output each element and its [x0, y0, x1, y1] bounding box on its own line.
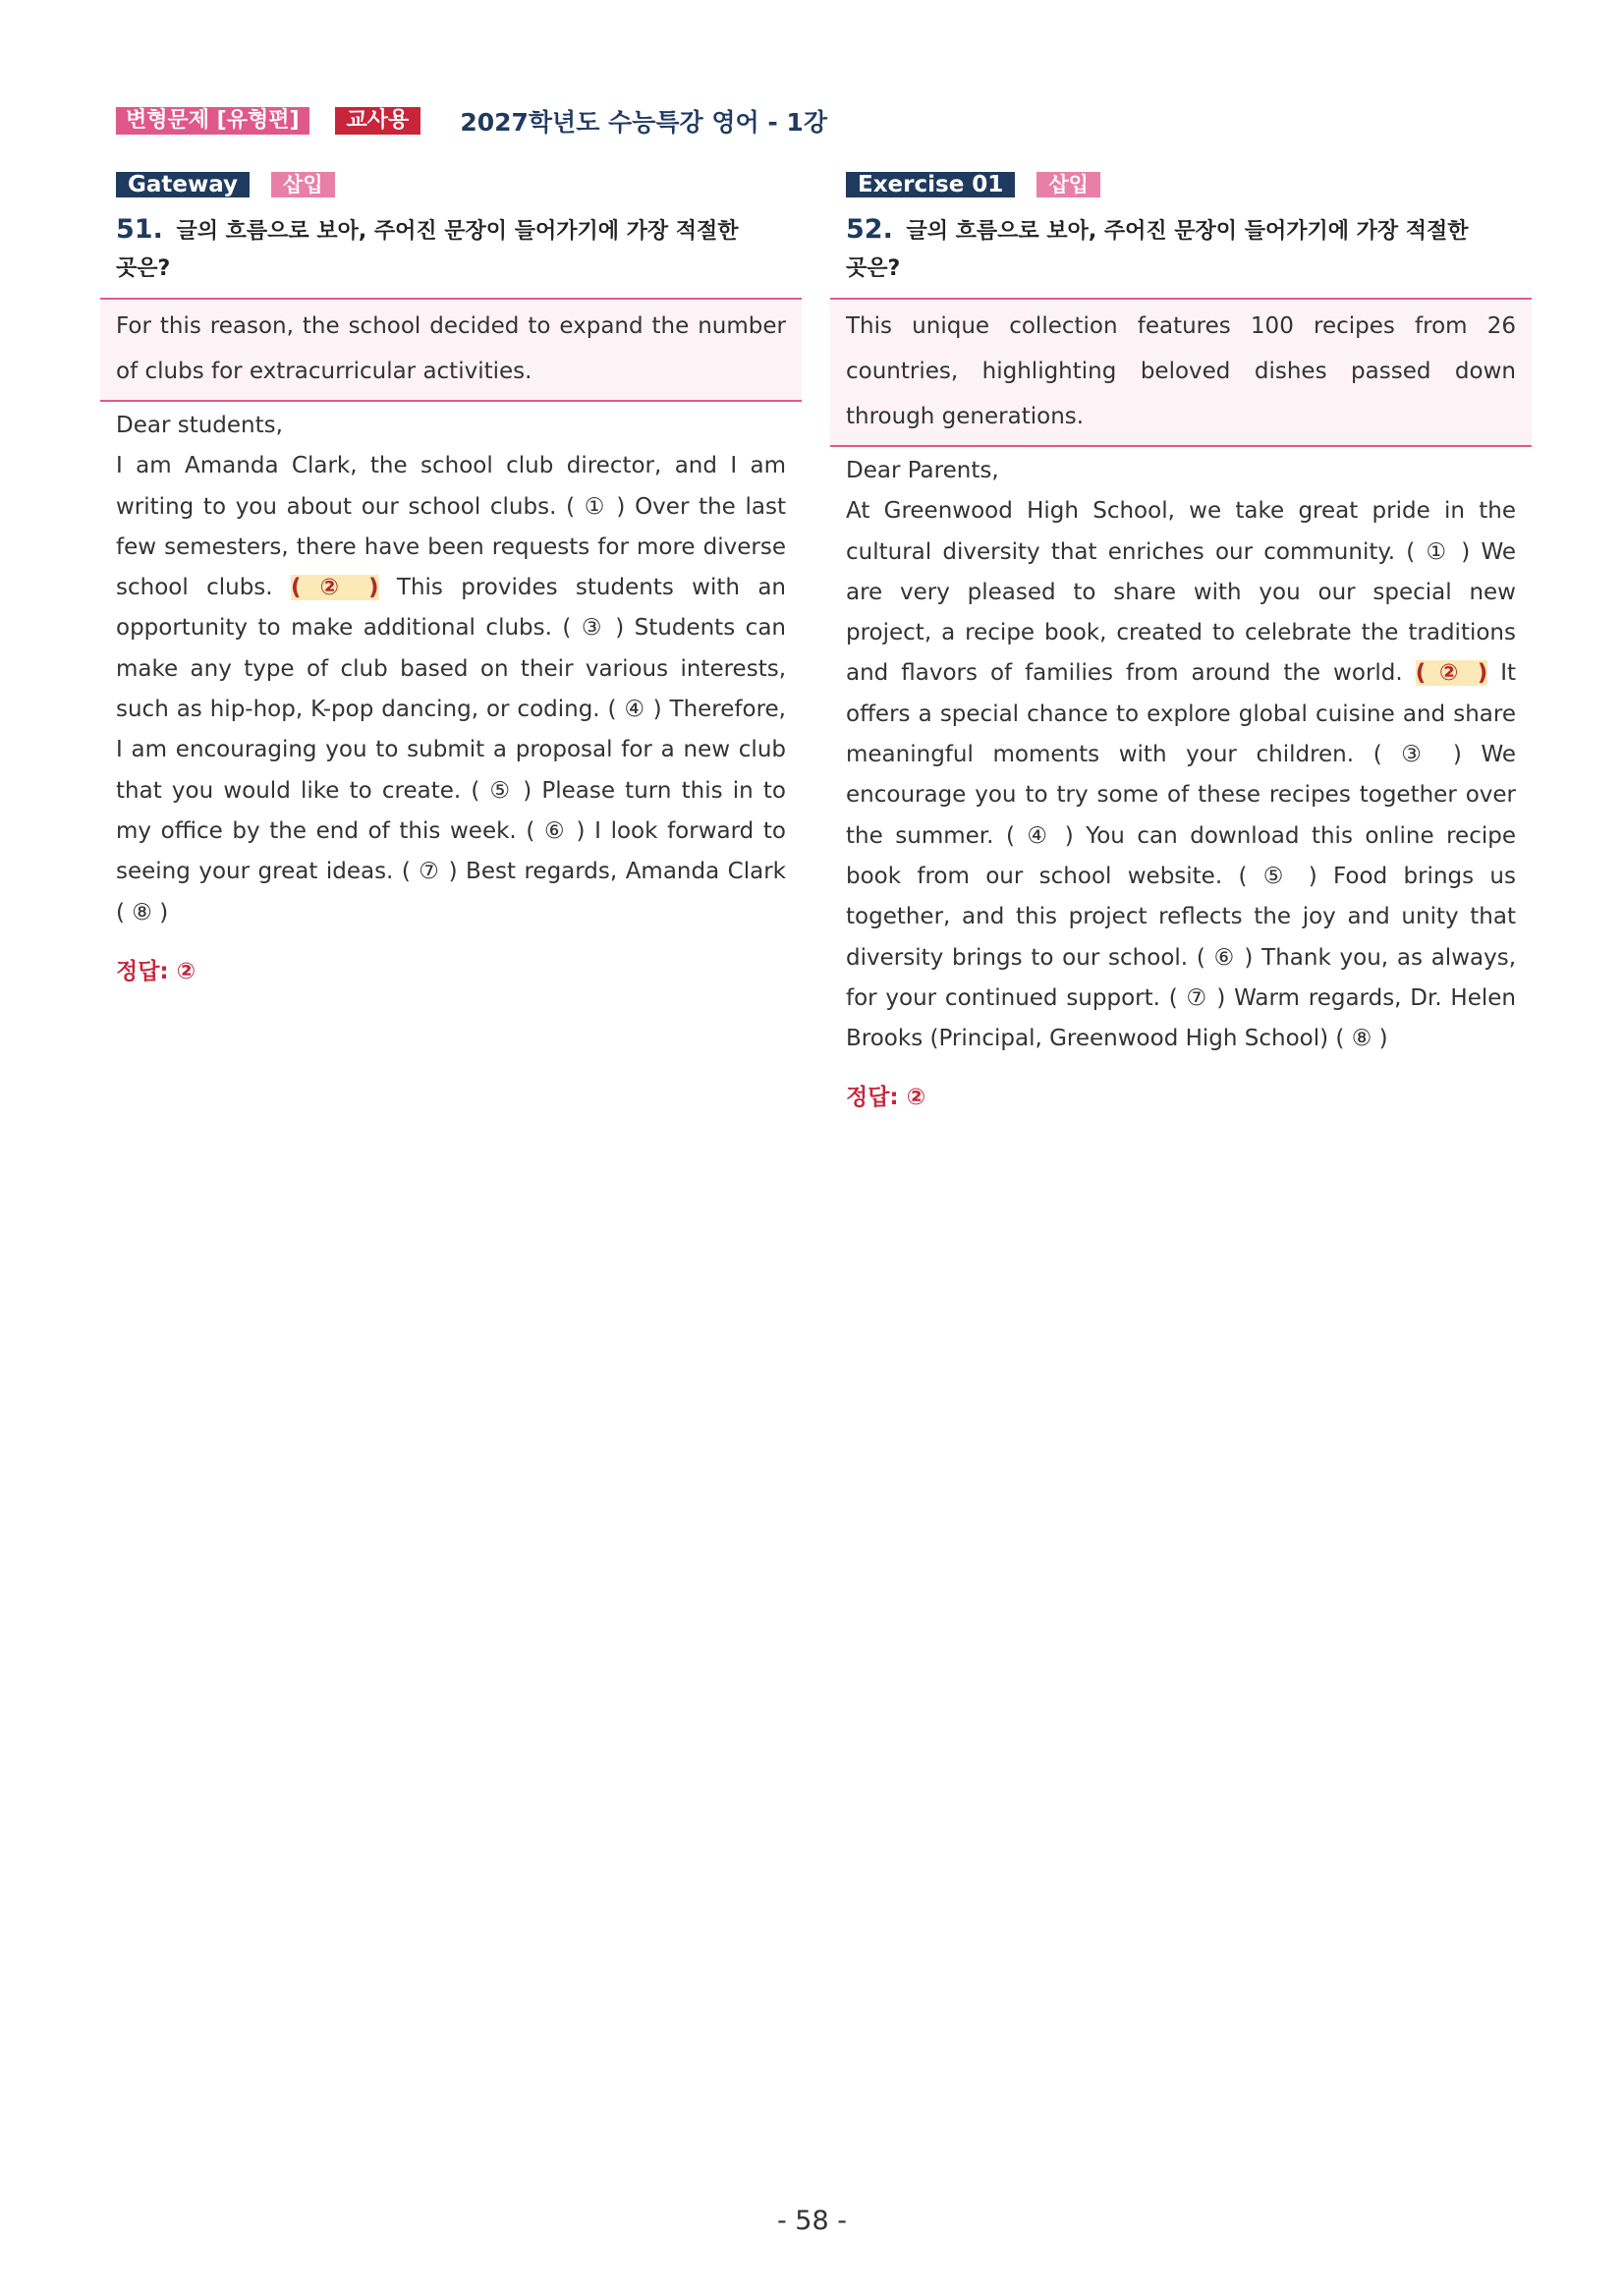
question-number: 51.	[116, 214, 163, 245]
answer-position-highlight: ( ② )	[290, 575, 379, 601]
passage	[830, 447, 1532, 1059]
passage-greeting: Dear students,	[116, 413, 283, 438]
given-sentence-box: For this reason, the school decided to expand the number of clubs for extracurricular activities.	[100, 298, 802, 402]
page-number: - 58 -	[776, 2206, 847, 2236]
type-tag: 삽입	[1036, 172, 1100, 197]
problem-type-badge: 변형문제 [유형편]	[116, 107, 309, 135]
question-title	[116, 211, 764, 288]
passage-text-part1: At Greenwood High School, we take great pride in the cultural diversity that enriches our community. ( ① ) We are very pleased to share with you our special new project, a recipe book, created to celebrate the traditions and flavors of families from around the world.	[846, 498, 1516, 687]
teacher-edition-badge: 교사용	[335, 107, 421, 135]
section-tag: Gateway	[116, 172, 250, 197]
question-text: 글의 흐름으로 보아, 주어진 문장이 들어가기에 가장 적절한 곳은?	[846, 219, 1469, 281]
passage-greeting: Dear Parents,	[846, 458, 999, 483]
passage-text-part1: I am Amanda Clark, the school club director, and I am writing to you about our school clubs. ( ① ) Over the last few semesters, there have been requests for more diverse school clubs.	[116, 453, 786, 601]
given-sentence-box: This unique collection features 100 recipes from 26 countries, highlighting beloved dishes passed down through generations.	[830, 298, 1532, 447]
question-51	[100, 172, 802, 985]
type-tag: 삽입	[271, 172, 335, 197]
page-header	[116, 106, 827, 136]
question-text: 글의 흐름으로 보아, 주어진 문장이 들어가기에 가장 적절한 곳은?	[116, 219, 739, 281]
answer-position-highlight: ( ② )	[1415, 660, 1488, 687]
question-tags	[116, 172, 802, 197]
passage	[100, 402, 802, 933]
passage-text-part2: This provides students with an opportunity to make additional clubs. ( ③ ) Students can make any type of club based on their various interests, such as hip-hop, K-pop dancing, or coding. ( ④ ) Therefore, I am encouraging you to submit a proposal for a new club that you would like to create. ( ⑤ ) Please turn this in to my office by the end of this week. ( ⑥ ) I look forward to seeing your great ideas. ( ⑦ ) Best regards, Amanda Clark ( ⑧ )	[116, 575, 786, 925]
passage-text-part2: It offers a special chance to explore global cuisine and share meaningful moments with your children. ( ③ ) We encourage you to try some of these recipes together over the summer. ( ④ ) You can download this online recipe book from our school website. ( ⑤ ) Food brings us together, and this project reflects the joy and unity that diversity brings to our school. ( ⑥ ) Thank you, as always, for your continued support. ( ⑦ ) Warm regards, Dr. Helen Brooks (Principal, Greenwood High School) ( ⑧ )	[846, 660, 1517, 1052]
question-52	[830, 172, 1532, 1111]
section-tag: Exercise 01	[846, 172, 1015, 197]
answer-label: 정답: ②	[116, 958, 196, 984]
answer-label: 정답: ②	[846, 1085, 926, 1111]
question-tags	[846, 172, 1532, 197]
question-title	[846, 211, 1494, 288]
book-title: 2027학년도 수능특강 영어 - 1강	[460, 108, 827, 137]
question-number: 52.	[846, 214, 893, 245]
